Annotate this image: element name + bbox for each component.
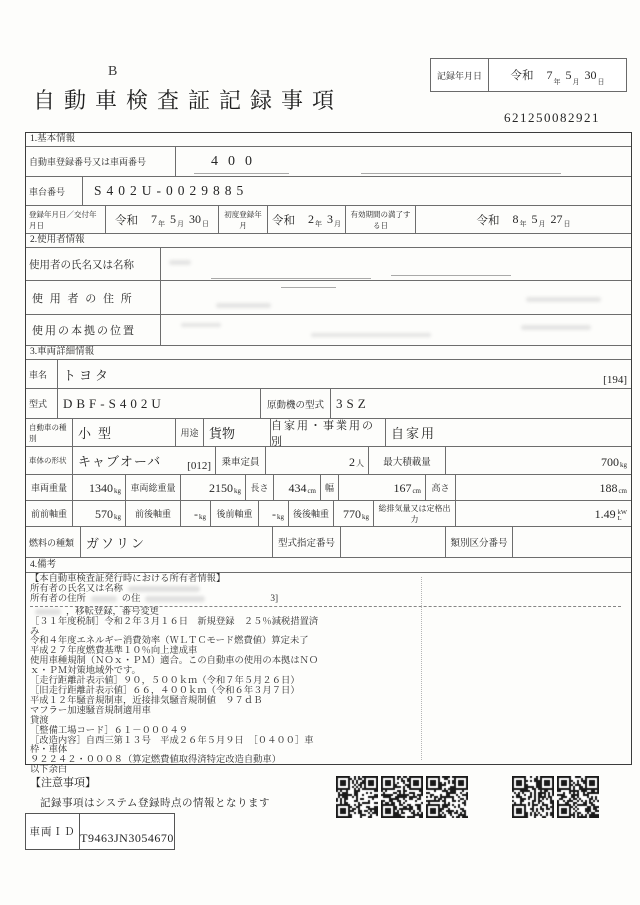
axle-fr-label: 前後軸重 — [126, 501, 181, 526]
user-name-label: 使用者の氏名又は名称 — [26, 248, 161, 280]
redaction-mark — [145, 596, 205, 602]
owner-name-line: 所有者の氏名又は名称 — [30, 585, 631, 595]
type-approval-value — [341, 527, 446, 557]
remarks-line: 貸渡 — [30, 715, 49, 726]
width-label: 幅 — [321, 475, 339, 500]
class-code-value — [513, 527, 631, 557]
redaction-mark — [128, 586, 200, 592]
ownership-value: 自家用 — [391, 426, 437, 441]
axle-rr-label: 後後軸重 — [289, 501, 334, 526]
redaction-mark — [281, 287, 336, 288]
car-name-label: 車名 — [26, 360, 58, 388]
length-value: 434 cm — [274, 475, 321, 500]
remarks-line: 枠・車体 — [30, 745, 68, 756]
remarks-line: マフラー加速騒音規制適用車 — [30, 705, 151, 716]
remarks-line: ，移転登録，番号変更 — [30, 608, 631, 618]
vehicle-id-box — [25, 813, 175, 850]
remarks-line: ［整備工場コード］６１－０００４９ — [30, 725, 189, 736]
height-value: 188 cm — [599, 481, 627, 495]
remarks-vertical-rule — [421, 577, 422, 760]
redaction-mark — [521, 325, 591, 330]
width-value: 167 cm — [339, 475, 426, 500]
displacement-label: 総排気量又は定格出力 — [374, 501, 456, 526]
car-name-code: [194] — [603, 374, 627, 386]
remarks-line: 平成１２年騒音規制車，近接排気騒音規制値 ９７ｄＢ — [30, 695, 263, 706]
fuel-row — [26, 527, 631, 558]
vehicle-id-value: T9463JN3054670 — [80, 831, 174, 845]
remarks-row — [26, 573, 631, 776]
axle-ff-label: 前前軸重 — [26, 501, 73, 526]
redaction-mark — [391, 275, 511, 276]
section-2-header: 2.使用者情報 — [26, 234, 631, 248]
car-name-value: トヨタ [194] — [63, 367, 627, 386]
body-shape-row — [26, 447, 631, 475]
owner-address-line: 所有者の住所 の住 3] — [30, 593, 279, 604]
redaction-mark — [216, 303, 271, 308]
record-date-label: 記録年月日 — [431, 59, 489, 91]
ownership-label: 自家用・事業用の別 — [271, 419, 386, 446]
user-name-value — [161, 248, 631, 280]
base-location-value — [161, 315, 631, 345]
axle-fr-value: - kg — [181, 501, 211, 526]
displacement-value: 1.49 kW L — [594, 507, 627, 522]
fuel-type-label: 燃料の種類 — [26, 527, 81, 557]
body-shape-label: 車体の形状 — [26, 447, 73, 474]
registration-date-value: 令和 7 年 5 月 30 日 — [106, 206, 219, 233]
model-value: DBF-S402U — [58, 389, 261, 418]
first-registration-label: 初度登録年月 — [219, 206, 268, 233]
page-mark: B — [108, 64, 118, 79]
chassis-number-value: S402U-0029885 — [94, 183, 249, 198]
registration-date-label: 登録年月日／交付年月日 — [26, 206, 106, 233]
user-address-row — [26, 281, 631, 315]
record-date-value: 令和 7 年 5 月 30 日 — [510, 67, 605, 86]
base-location-row — [26, 315, 631, 346]
redaction-mark — [35, 609, 61, 615]
page-title: 自動車検査証記録事項 — [33, 88, 344, 113]
model-label: 型式 — [26, 389, 58, 418]
owner-info-header: 【本自動車検査証発行時における所有者情報】 — [30, 574, 226, 584]
body-shape-code: [012] — [187, 460, 211, 472]
axle-rf-label: 後前軸重 — [211, 501, 259, 526]
weight-row — [26, 475, 631, 501]
axle-rf-value: - kg — [259, 501, 289, 526]
remarks-line: ９２２４２・０００８（算定燃費値取得済特定改造自動車） — [30, 755, 282, 766]
redaction-mark — [194, 173, 289, 174]
engine-model-label: 原動機の型式 — [261, 389, 331, 418]
remarks-line: 令和４年度エネルギー消費効率（ＷＬＴＣモード燃費値）算定未了 — [30, 636, 309, 647]
use-label: 用途 — [176, 419, 204, 446]
vehicle-category-value: 小型 — [73, 419, 176, 446]
qr-code — [426, 776, 468, 818]
car-name-row — [26, 360, 631, 389]
redaction-mark — [361, 173, 561, 174]
gross-weight-label: 車両総重量 — [126, 475, 181, 500]
max-load-label: 最大積載量 — [369, 447, 446, 474]
axle-weight-row — [26, 501, 631, 527]
chassis-number-row — [26, 177, 631, 206]
remarks-line: 使用車種規制（ＮＯｘ・ＰＭ）適合。この自動車の使用の本拠はＮＯ — [30, 656, 319, 667]
model-row — [26, 389, 631, 419]
remarks-line: 平成２７年度燃費基準１０％向上達成車 — [30, 646, 198, 657]
chassis-number-label: 車台番号 — [26, 177, 83, 205]
section-3-header: 3.車両詳細情報 — [26, 346, 631, 360]
body-shape-value: キャブオーバ [012] — [73, 447, 216, 474]
record-date-box — [430, 58, 627, 92]
redaction-mark — [169, 260, 191, 265]
dates-row — [26, 206, 631, 234]
qr-code — [381, 776, 423, 818]
base-location-label: 使用の本拠の位置 — [26, 315, 161, 345]
document-number: 621250082921 — [504, 110, 600, 125]
axle-ff-value: 570 kg — [73, 501, 126, 526]
registration-number-value: 400 — [176, 147, 631, 176]
remarks-line: ［旧走行距離計表示値］６６，４００ｋｍ（令和６年３月７日） — [30, 685, 300, 696]
vehicle-category-label: 自動車の種別 — [26, 419, 73, 446]
user-name-row — [26, 248, 631, 281]
length-label: 長さ — [246, 475, 274, 500]
redaction-mark — [181, 323, 221, 327]
use-value: 貨物 — [204, 419, 271, 446]
section-1-header: 1.基本情報 — [26, 133, 631, 147]
remarks-section — [26, 573, 631, 776]
registration-number-row — [26, 147, 631, 177]
redaction-mark — [211, 278, 371, 279]
gross-weight-value: 2150 kg — [181, 475, 246, 500]
redaction-mark — [526, 297, 601, 302]
registration-number-label: 自動車登録番号又は車両番号 — [26, 147, 176, 176]
remarks-line: み — [30, 626, 40, 637]
class-code-label: 類別区分番号 — [446, 527, 513, 557]
redaction-mark — [311, 333, 431, 337]
remarks-line: ［３１年度税制］令和２年３月１６日 新規登録 ２５％減税措置済 — [30, 616, 319, 627]
notice-text: 記録事項はシステム登録時点の情報となります — [40, 798, 270, 809]
capacity-value: 2 人 — [266, 447, 369, 474]
notice-title: 【注意事項】 — [30, 777, 96, 789]
max-load-value: 700 kg — [601, 455, 627, 469]
capacity-label: 乗車定員 — [216, 447, 266, 474]
type-approval-label: 型式指定番号 — [273, 527, 341, 557]
vehicle-weight-value: 1340 kg — [73, 475, 126, 500]
remarks-line: ［改造内容］自西三第１３号 平成２６年５月９日 ［０４００］車 — [30, 735, 314, 746]
redaction-mark — [91, 596, 117, 602]
qr-code-group-right — [512, 776, 599, 818]
qr-code — [512, 776, 554, 818]
qr-code-group-left — [336, 776, 468, 818]
remarks-line: ［走行距離計表示値］９０，５００ｋｍ（令和７年５月２６日） — [30, 676, 300, 687]
displacement-units: kW L — [617, 509, 627, 522]
expiry-date-value: 令和 8 年 5 月 27 日 — [476, 212, 571, 228]
height-label: 高さ — [426, 475, 456, 500]
fuel-type-value: ガソリン — [81, 527, 273, 557]
vehicle-weight-label: 車両重量 — [26, 475, 73, 500]
engine-model-value: 3SZ — [336, 395, 370, 411]
remarks-line: 以下余白 — [30, 765, 68, 776]
category-row — [26, 419, 631, 447]
user-address-value — [161, 281, 631, 314]
axle-rr-value: 770 kg — [334, 501, 374, 526]
qr-code — [557, 776, 599, 818]
vehicle-id-label: 車両ＩＤ — [26, 814, 80, 849]
remarks-lines — [30, 608, 631, 776]
section-4-header: 4.備考 — [26, 558, 631, 573]
qr-code — [336, 776, 378, 818]
remarks-line: ｘ・ＰＭ対策地域外です。 — [30, 666, 141, 677]
expiry-date-label: 有効期間の満了する日 — [346, 206, 416, 233]
user-address-label: 使 用 者 の 住 所 — [26, 281, 161, 314]
first-registration-value: 令和 2 年 3 月 — [268, 206, 346, 233]
main-table — [25, 132, 632, 776]
